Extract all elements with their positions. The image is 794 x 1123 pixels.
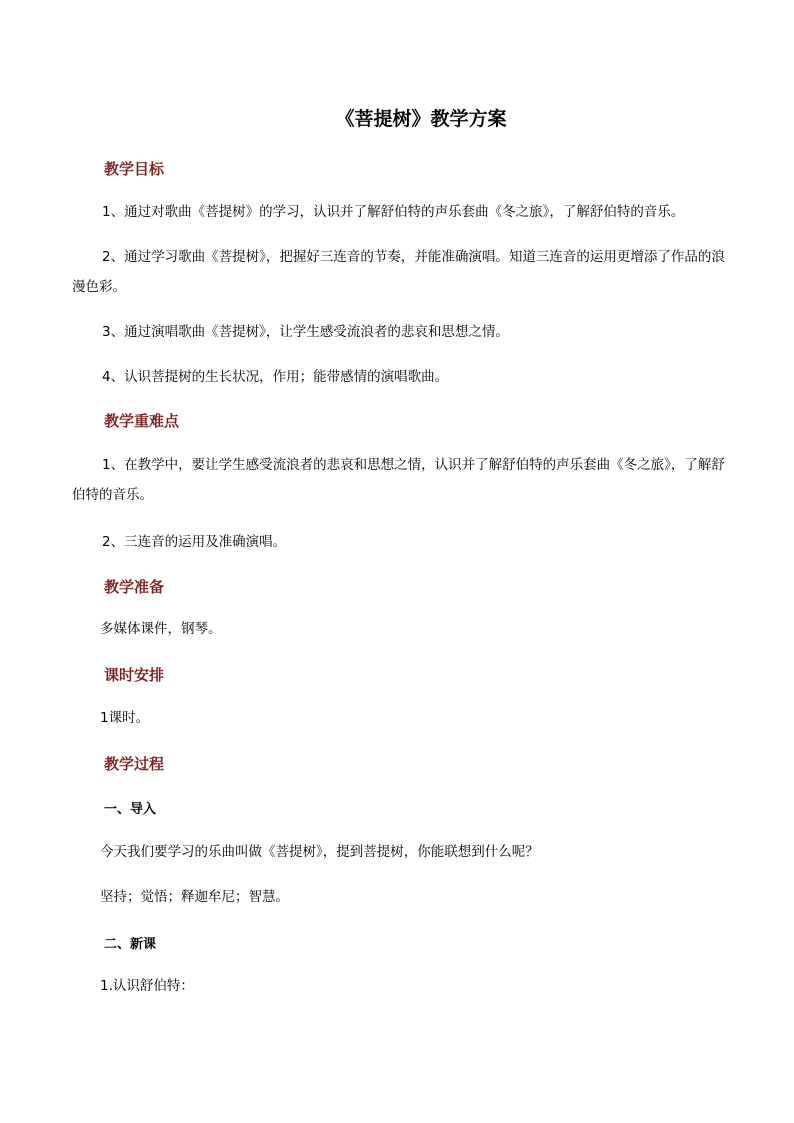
process-part-2-heading: 二、新课 [104, 937, 157, 952]
preparation-text: 多媒体课件，钢琴。 [100, 621, 222, 637]
goal-item-3: 3、通过演唱歌曲《菩提树》，让学生感受流浪者的悲哀和思想之情。 [102, 324, 509, 340]
section-heading-preparation: 教学准备 [104, 578, 165, 596]
goal-item-2: 2、通过学习歌曲《菩提树》，把握好三连音的节奏，并能准确演唱。知道三连音的运用更增添了作品的浪漫色彩。 [72, 249, 725, 295]
schedule-text: 1课时。 [100, 710, 150, 726]
key-point-item-1: 1、在教学中，要让学生感受流浪者的悲哀和思想之情，认识并了解舒伯特的声乐套曲《冬之旅》，了解舒伯特的音乐。 [72, 457, 725, 503]
process-part-1-heading: 一、导入 [104, 802, 157, 817]
section-heading-process: 教学过程 [104, 755, 165, 773]
section-heading-key-points: 教学重难点 [104, 412, 180, 430]
document-title: 《菩提树》教学方案 [335, 108, 507, 130]
section-heading-goals: 教学目标 [104, 160, 165, 178]
goal-item-4: 4、认识菩提树的生长状况，作用；能带感情的演唱歌曲。 [102, 369, 449, 385]
goal-item-1: 1、通过对歌曲《菩提树》的学习，认识并了解舒伯特的声乐套曲《冬之旅》，了解舒伯特的音乐。 [102, 204, 685, 220]
key-point-item-2: 2、三连音的运用及准确演唱。 [102, 534, 287, 550]
process-part-2-item-1: 1.认识舒伯特： [100, 978, 194, 994]
section-heading-schedule: 课时安排 [104, 666, 165, 684]
process-part-1-item-1: 今天我们要学习的乐曲叫做《菩提树》，提到菩提树，你能联想到什么呢？ [100, 844, 539, 860]
process-part-1-item-2: 坚持；觉悟；释迦牟尼；智慧。 [100, 889, 289, 905]
